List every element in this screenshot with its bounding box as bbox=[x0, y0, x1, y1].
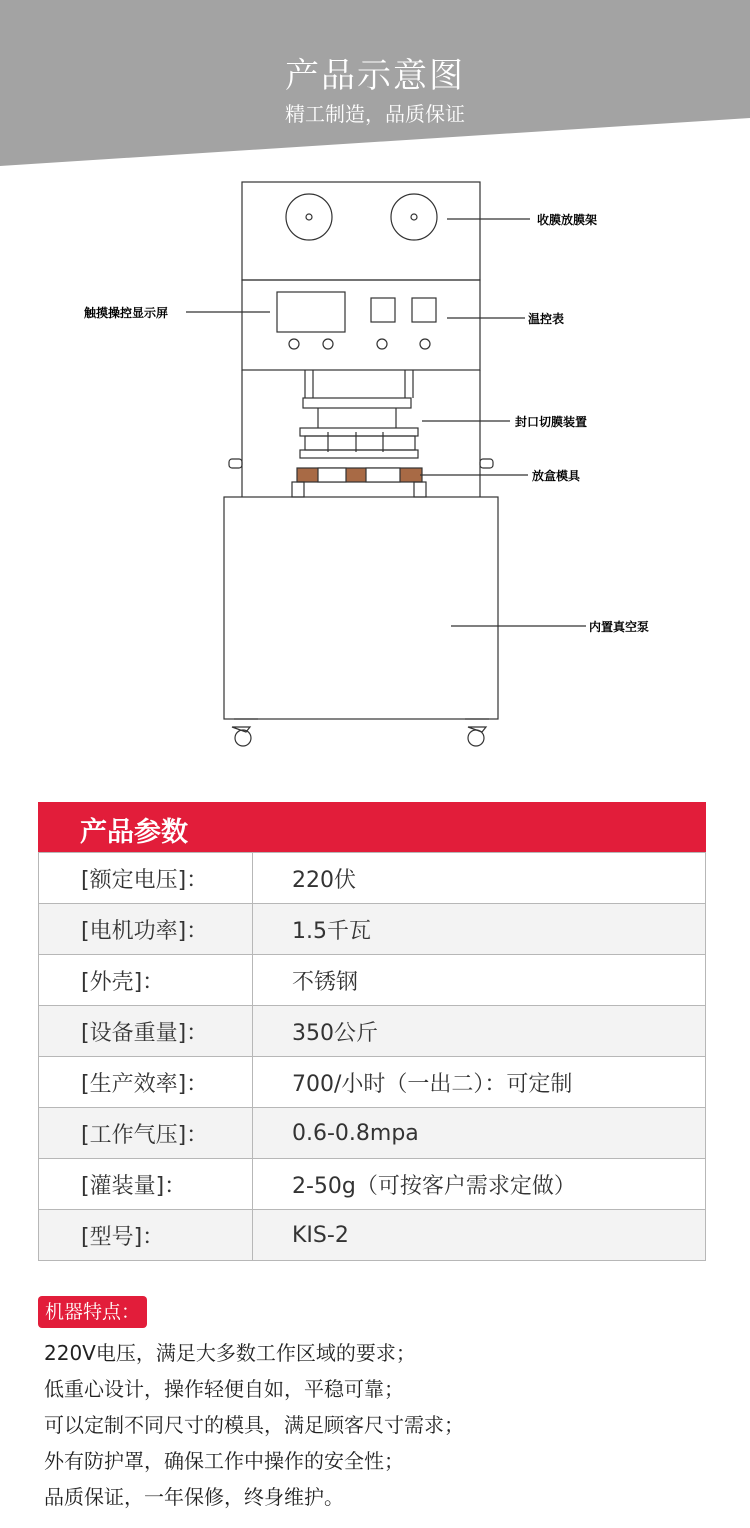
film-rack-panel bbox=[242, 182, 480, 280]
param-key: [型号]： bbox=[39, 1210, 253, 1261]
banner-subtitle: 精工制造，品质保证 bbox=[285, 102, 465, 126]
feature-item: 220V电压，满足大多数工作区域的要求； bbox=[44, 1341, 416, 1365]
param-key: [生产效率]： bbox=[39, 1057, 253, 1108]
param-key: [电机功率]： bbox=[39, 904, 253, 955]
param-value: 不锈钢 bbox=[253, 955, 706, 1006]
param-key: [外壳]： bbox=[39, 955, 253, 1006]
table-row bbox=[39, 1057, 706, 1108]
feature-item: 可以定制不同尺寸的模具，满足顾客尺寸需求； bbox=[44, 1413, 464, 1437]
table-row bbox=[39, 853, 706, 904]
film-reel-right bbox=[391, 194, 437, 240]
table-row bbox=[39, 904, 706, 955]
table-row bbox=[39, 1210, 706, 1261]
callout-tray-mold: 放盒模具 bbox=[532, 469, 581, 483]
param-key: [额定电压]： bbox=[39, 853, 253, 904]
touch-screen-shape bbox=[277, 292, 345, 332]
param-value: 0.6-0.8mpa bbox=[253, 1108, 706, 1159]
feature-item: 品质保证，一年保修，终身维护。 bbox=[44, 1485, 344, 1509]
param-key: [灌装量]： bbox=[39, 1159, 253, 1210]
machine-drawing bbox=[0, 170, 750, 770]
param-value: 350公斤 bbox=[253, 1006, 706, 1057]
param-value: 700/小时（一出二）：可定制 bbox=[253, 1057, 706, 1108]
param-value: 220伏 bbox=[253, 853, 706, 904]
params-table bbox=[38, 852, 706, 1261]
callout-vacuum-pump: 内置真空泵 bbox=[589, 620, 650, 634]
feature-item: 外有防护罩，确保工作中操作的安全性； bbox=[44, 1449, 404, 1473]
header-banner bbox=[0, 0, 750, 170]
params-title: 产品参数 bbox=[80, 817, 188, 848]
feature-item: 低重心设计，操作轻便自如，平稳可靠； bbox=[44, 1377, 404, 1401]
table-row bbox=[39, 1108, 706, 1159]
param-key: [设备重量]： bbox=[39, 1006, 253, 1057]
param-value: 1.5千瓦 bbox=[253, 904, 706, 955]
callout-temp-gauge: 温控表 bbox=[528, 312, 565, 326]
params-header bbox=[38, 802, 706, 852]
table-row bbox=[39, 955, 706, 1006]
features-label: 机器特点： bbox=[38, 1296, 147, 1328]
table-row bbox=[39, 1159, 706, 1210]
film-reel-left bbox=[286, 194, 332, 240]
callout-touch-screen: 触摸操控显示屏 bbox=[84, 306, 169, 320]
param-value: 2-50g（可按客户需求定做） bbox=[253, 1159, 706, 1210]
temp-gauge-left bbox=[371, 298, 395, 322]
callout-film-rack: 收膜放膜架 bbox=[537, 213, 598, 227]
machine-diagram bbox=[0, 170, 750, 770]
param-value: KIS-2 bbox=[253, 1210, 706, 1261]
control-panel bbox=[242, 280, 480, 370]
temp-gauge-right bbox=[412, 298, 436, 322]
vacuum-pump-cabinet bbox=[224, 497, 498, 719]
param-key: [工作气压]： bbox=[39, 1108, 253, 1159]
callout-seal-cut: 封口切膜装置 bbox=[515, 415, 588, 429]
table-row bbox=[39, 1006, 706, 1057]
banner-title: 产品示意图 bbox=[285, 56, 465, 96]
